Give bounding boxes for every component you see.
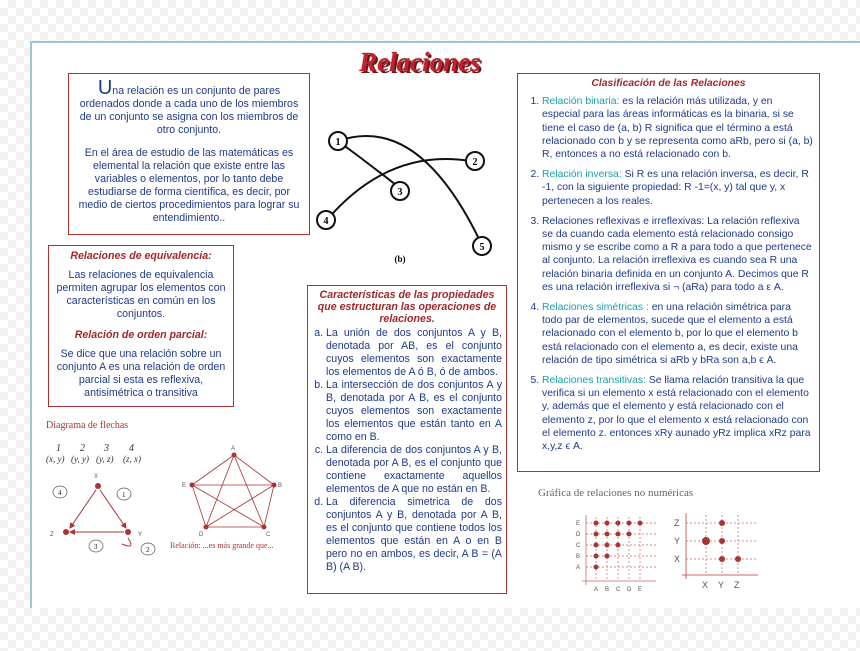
grid-chart-title: Gráfica de relaciones no numéricas [538,487,694,499]
term: Relación inversa: [542,169,622,181]
node-z-label: Z [50,532,54,538]
intro-box [68,73,310,235]
row-label: B [576,554,581,560]
list-item: 1. Relación binaria: es la relación más utilizada, y en especial para las áreas informáticas es la binaria, si se tiene el caso de (a, b) R significa que el término a está relacionado con b y se representa como aRb, pero si (a, b) R, entonces a no está relacionado con b. [542,95,813,161]
edge-label-2: 2 [146,546,150,554]
page-title: Relaciones [359,47,481,77]
partial-order-text: Se dice que una relación sobre un conjunto A es una relación de orden parcial si esta es reflexiva, antisimétrica o transitiva [56,348,226,399]
list-item: 2. Relación inversa: Si R es una relación inversa, es decir, R -1, con la siguiente propiedad: R -1=(x, y) tal que y, x pertenecen a los reales. [542,168,813,208]
list-item: 3. Relaciones reflexivas e irreflexivas: La relación reflexiva se da cuando cada elemento está relacionado consigo mismo y se escribe como a R a para todo a que pertenece al conjunto. La relación irreflexiva es cuando sea R una relación binaria definida en un conjunto A. Decimos que R es una relación irreflexiva si ¬ (aRa) para todo a ε A. [542,215,813,294]
node-1 [329,132,347,150]
graph-b [308,123,500,268]
node-y [125,529,131,535]
term: Relaciones transitivas: [542,375,646,387]
pair-number-3: 3 [104,443,109,454]
edge-1-3 [338,141,396,185]
partial-order-heading: Relación de orden parcial: [74,329,208,341]
pair-number-2: 2 [80,443,85,454]
list-item: a. La unión de dos conjuntos A y B, denotada por AB, es el conjunto cuyos elementos son exactamente los elementos de A ó B, ó de ambos. [326,327,502,379]
arrow-diagram [36,414,162,560]
classification-heading: Clasificación de las Relaciones [591,78,746,89]
pair-4: (z, x) [123,454,141,464]
pentagon-panel [166,441,294,555]
col-label: A [594,587,599,593]
row-label: X [674,554,681,564]
arrow-diagram-title: Diagrama de flechas [46,420,129,431]
list-item: 4. Relaciones simétricas : en una relación simétrica para todo par de elementos, sucede que el elemento a está relacionado con el elemento b, por lo que el elemento b está relacionado con el elemento a, es decir, existe una relación de tipo simétrica si aRb y bRa son a,b ϵ A. [542,301,813,367]
node-z [63,529,69,535]
pentagon-caption: Relación: ...es más grande que... [170,541,274,550]
grid-chart-right [664,503,762,595]
col-label: E [638,587,643,593]
col-label: C [616,587,621,593]
term: Relaciones simétricas : [542,302,649,314]
svg-text:3: 3 [397,187,403,198]
pair-1: (x, y) [46,454,65,464]
pentagon-node-e: E [182,483,187,489]
edge-label-1: 1 [122,491,126,499]
term: Relación binaria: [542,96,620,108]
row-label: D [576,532,581,538]
node-y-label: Y [138,532,143,538]
pentagon-diagram [166,441,294,555]
equivalence-text: Las relaciones de equivalencia permiten agrupar los elementos con características en común en los conjuntos. [56,269,226,320]
classification-box [517,73,820,472]
list-item: d. La diferencia simetrica de dos conjuntos A y B, denotada por A B, es el conjunto que contiene todos los elementos que están en A o en B pero no en ambos, es decir, A B = (A B) (A B). [326,496,502,574]
list-item: b. La intersección de dos conjuntos A y B, denotada por A B, es el conjunto cuyos elementos son exactamente los elementos que están tanto en A como en B. [326,379,502,444]
properties-box [307,285,507,594]
pair-2: (y, y) [71,454,89,464]
svg-text:5: 5 [479,242,485,253]
arrow-diagram-panel [36,414,162,560]
svg-text:2: 2 [472,157,478,168]
intro-initial: U [97,77,113,99]
node-5 [473,237,491,255]
intro-text-1: na relación es un conjunto de pares ordenados donde a cada uno de los miembros de un conjunto se asigna con los miembros de otro conjunto. [79,85,299,136]
intro-paragraph-1 [77,77,301,137]
pair-number-4: 4 [129,443,134,454]
col-label: B [605,587,610,593]
list-item: 5. Relaciones transitivas: Se llama relación transitiva la que verifica si un elemento x está relacionado con el elemento y, además que el elemento y está relacionado con el elemento z, por lo que el elemento x está relacionado con el elemento z. entonces xRy aunado yRz implica xRz para x,y,z ϵ A. [542,374,813,453]
node-3 [391,182,409,200]
pair-3: (y, z) [96,454,114,464]
grid-chart-left [536,503,660,595]
node-x [95,483,101,489]
edge-label-3: 3 [94,543,98,551]
row-label: E [576,521,581,527]
equivalence-box [48,245,234,407]
node-4 [317,211,335,229]
edge-label-4: 4 [58,489,62,497]
pair-number-1: 1 [56,443,61,454]
row-label: C [576,543,581,549]
node-x-label: X [94,474,99,480]
properties-heading: Características de las propiedades que estructuran las operaciones de relaciones. [317,289,497,325]
graph-b-caption: (b) [394,254,406,264]
col-label: D [627,587,632,593]
properties-list [312,327,502,574]
intro-paragraph-2: En el área de estudio de las matemáticas es elemental la relación que existe entre las variables o elementos, por lo tanto debe estudiarse de forma científica, es decir, por medio de ciertos procedimientos para lograr su entendimiento.. [78,147,300,224]
col-label: Y [718,580,725,590]
pentagon-node-d: D [199,532,204,538]
pentagon-node-a: A [231,446,236,452]
pentagon-node-b: B [278,483,283,489]
classification-list [524,95,813,453]
row-label: Y [674,536,681,546]
row-label: A [576,565,581,571]
equivalence-heading: Relaciones de equivalencia: [70,250,212,262]
svg-text:4: 4 [323,216,329,227]
col-label: Z [734,580,740,590]
row-label: Z [674,518,680,528]
list-item: c. La diferencia de dos conjuntos A y B, denotada por A B, es el conjunto que contiene exactamente aquellos elementos de A que no están en B. [326,444,502,496]
col-label: X [702,580,709,590]
node-2 [466,152,484,170]
pentagon-node-c: C [266,532,271,538]
svg-text:1: 1 [335,137,341,148]
